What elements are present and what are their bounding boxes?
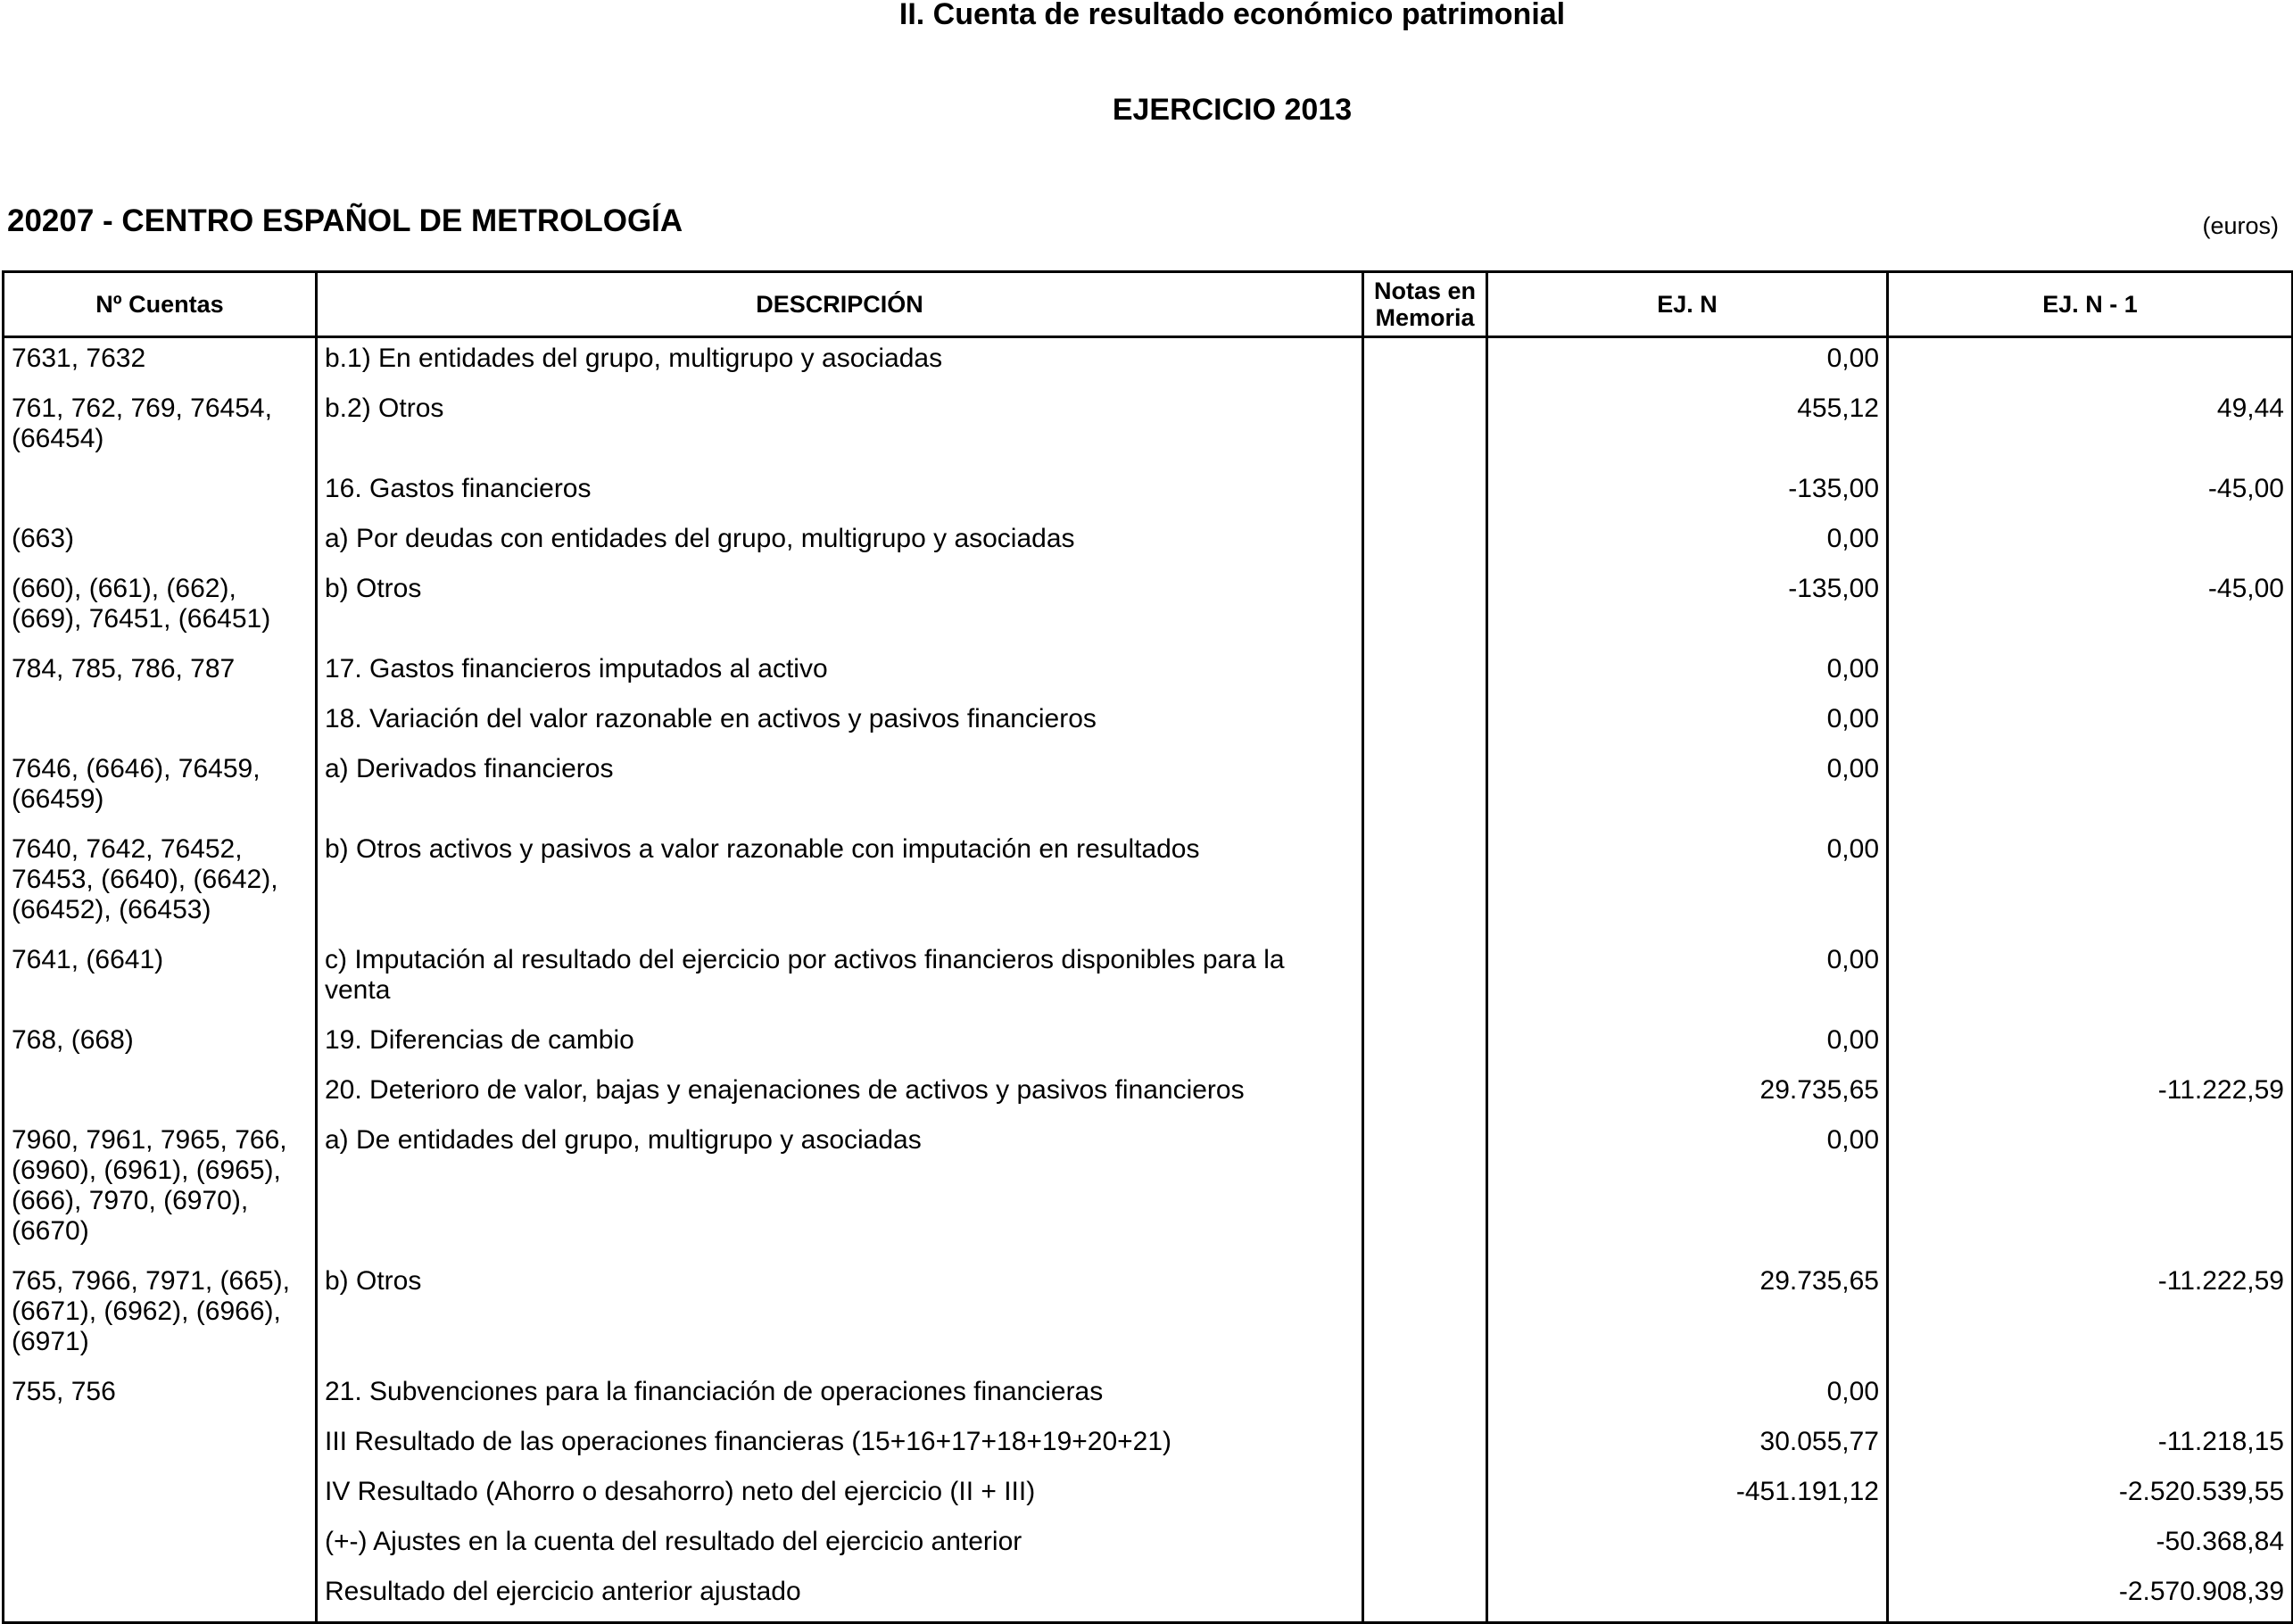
notes-cell [1363,1020,1487,1070]
notes-cell [1363,1421,1487,1471]
description-cell: 18. Variación del valor razonable en activos y pasivos financieros [317,699,1363,749]
column-header-notes: Notas en Memoria [1363,272,1487,337]
ej-n-1-value-cell [1888,940,2293,1020]
account-codes-cell: 7960, 7961, 7965, 766, (6960), (6961), (6965), (666), 7970, (6970), (6670) [4,1120,317,1261]
description-cell: 21. Subvenciones para la financiación de operaciones financieras [317,1371,1363,1421]
description-cell: b) Otros [317,568,1363,649]
ej-n-1-value-cell: -11.222,59 [1888,1070,2293,1120]
ej-n-value-cell: 0,00 [1487,1020,1888,1070]
ej-n-1-value-cell [1888,699,2293,749]
notes-cell [1363,1471,1487,1521]
ej-n-value-cell: 0,00 [1487,649,1888,699]
description-cell: Resultado del ejercicio anterior ajustado [317,1571,1363,1623]
table-row [4,699,2293,749]
report-title: II. Cuenta de resultado económico patrimonial [898,0,1566,31]
ej-n-1-value-cell [1888,1120,2293,1261]
table-body [4,337,2293,1623]
account-codes-cell [4,1521,317,1571]
ej-n-1-value-cell: -45,00 [1888,468,2293,518]
account-codes-cell [4,699,317,749]
notes-cell [1363,1571,1487,1623]
ej-n-value-cell [1487,1521,1888,1571]
currency-units: (euros) [2202,212,2279,239]
fiscal-year-heading: EJERCICIO 2013 [1112,93,1353,127]
notes-cell [1363,1521,1487,1571]
account-codes-cell [4,1571,317,1623]
account-codes-cell: (660), (661), (662), (669), 76451, (66451) [4,568,317,649]
ej-n-value-cell: 0,00 [1487,518,1888,568]
account-codes-cell: 784, 785, 786, 787 [4,649,317,699]
ej-n-1-value-cell [1888,1371,2293,1421]
description-cell: III Resultado de las operaciones financieras (15+16+17+18+19+20+21) [317,1421,1363,1471]
table-row [4,1070,2293,1120]
notes-cell [1363,1120,1487,1261]
ej-n-1-value-cell [1888,518,2293,568]
ej-n-value-cell: -451.191,12 [1487,1471,1888,1521]
account-codes-cell: 768, (668) [4,1020,317,1070]
ej-n-1-value-cell [1888,649,2293,699]
notes-cell [1363,388,1487,468]
description-cell: a) Por deudas con entidades del grupo, multigrupo y asociadas [317,518,1363,568]
table-row [4,1521,2293,1571]
table-row [4,1571,2293,1623]
ej-n-value-cell: 0,00 [1487,829,1888,940]
table-row [4,568,2293,649]
notes-cell [1363,568,1487,649]
description-cell: 20. Deterioro de valor, bajas y enajenaciones de activos y pasivos financieros [317,1070,1363,1120]
table-header-row [4,272,2293,337]
description-cell: a) De entidades del grupo, multigrupo y asociadas [317,1120,1363,1261]
notes-cell [1363,749,1487,829]
description-cell: 17. Gastos financieros imputados al activo [317,649,1363,699]
account-codes-cell: 7631, 7632 [4,337,317,389]
ej-n-value-cell: -135,00 [1487,468,1888,518]
table-row [4,1371,2293,1421]
table-row [4,829,2293,940]
ej-n-1-value-cell: -50.368,84 [1888,1521,2293,1571]
ej-n-value-cell: 0,00 [1487,1371,1888,1421]
table-row [4,388,2293,468]
description-cell: 19. Diferencias de cambio [317,1020,1363,1070]
ej-n-value-cell: 0,00 [1487,1120,1888,1261]
table-row [4,1020,2293,1070]
description-cell: b) Otros activos y pasivos a valor razonable con imputación en resultados [317,829,1363,940]
notes-cell [1363,337,1487,389]
account-codes-cell: (663) [4,518,317,568]
account-codes-cell: 765, 7966, 7971, (665), (6671), (6962), (6966), (6971) [4,1261,317,1371]
ej-n-value-cell: 29.735,65 [1487,1070,1888,1120]
table-row [4,518,2293,568]
account-codes-cell: 7640, 7642, 76452, 76453, (6640), (6642), (66452), (66453) [4,829,317,940]
notes-cell [1363,468,1487,518]
entity-name: 20207 - CENTRO ESPAÑOL DE METROLOGÍA [7,203,683,238]
account-codes-cell: 7641, (6641) [4,940,317,1020]
account-codes-cell: 7646, (6646), 76459, (66459) [4,749,317,829]
ej-n-1-value-cell [1888,749,2293,829]
notes-cell [1363,1070,1487,1120]
ej-n-value-cell [1487,1571,1888,1623]
table-row [4,940,2293,1020]
notes-cell [1363,518,1487,568]
description-cell: c) Imputación al resultado del ejercicio por activos financieros disponibles para la venta [317,940,1363,1020]
account-codes-cell [4,1070,317,1120]
notes-cell [1363,649,1487,699]
account-codes-cell: 755, 756 [4,1371,317,1421]
description-cell: IV Resultado (Ahorro o desahorro) neto del ejercicio (II + III) [317,1471,1363,1521]
account-codes-cell [4,1471,317,1521]
table-row [4,1120,2293,1261]
ej-n-value-cell: 30.055,77 [1487,1421,1888,1471]
description-cell: b.1) En entidades del grupo, multigrupo y asociadas [317,337,1363,389]
notes-cell [1363,699,1487,749]
notes-cell [1363,1261,1487,1371]
notes-cell [1363,940,1487,1020]
ej-n-value-cell: 0,00 [1487,337,1888,389]
column-header-accounts: Nº Cuentas [4,272,317,337]
ej-n-1-value-cell: -11.222,59 [1888,1261,2293,1371]
ej-n-value-cell: 0,00 [1487,699,1888,749]
ej-n-1-value-cell: -2.520.539,55 [1888,1471,2293,1521]
ej-n-1-value-cell: -11.218,15 [1888,1421,2293,1471]
ej-n-1-value-cell [1888,1020,2293,1070]
ej-n-value-cell: 455,12 [1487,388,1888,468]
notes-cell [1363,1371,1487,1421]
account-codes-cell [4,1421,317,1471]
ej-n-1-value-cell: 49,44 [1888,388,2293,468]
income-statement-table [2,270,2293,1624]
notes-cell [1363,829,1487,940]
table-row [4,649,2293,699]
table-row [4,468,2293,518]
column-header-ej-n: EJ. N [1487,272,1888,337]
ej-n-1-value-cell [1888,337,2293,389]
ej-n-value-cell: 29.735,65 [1487,1261,1888,1371]
ej-n-1-value-cell [1888,829,2293,940]
ej-n-1-value-cell: -45,00 [1888,568,2293,649]
ej-n-value-cell: 0,00 [1487,749,1888,829]
ej-n-value-cell: -135,00 [1487,568,1888,649]
description-cell: a) Derivados financieros [317,749,1363,829]
column-header-ej-n-1: EJ. N - 1 [1888,272,2293,337]
description-cell: (+-) Ajustes en la cuenta del resultado del ejercicio anterior [317,1521,1363,1571]
ej-n-value-cell: 0,00 [1487,940,1888,1020]
account-codes-cell [4,468,317,518]
table-row [4,1421,2293,1471]
column-header-description: DESCRIPCIÓN [317,272,1363,337]
table-row [4,1471,2293,1521]
description-cell: b.2) Otros [317,388,1363,468]
account-codes-cell: 761, 762, 769, 76454, (66454) [4,388,317,468]
table-row [4,337,2293,389]
ej-n-1-value-cell: -2.570.908,39 [1888,1571,2293,1623]
table-row [4,749,2293,829]
description-cell: 16. Gastos financieros [317,468,1363,518]
description-cell: b) Otros [317,1261,1363,1371]
table-row [4,1261,2293,1371]
